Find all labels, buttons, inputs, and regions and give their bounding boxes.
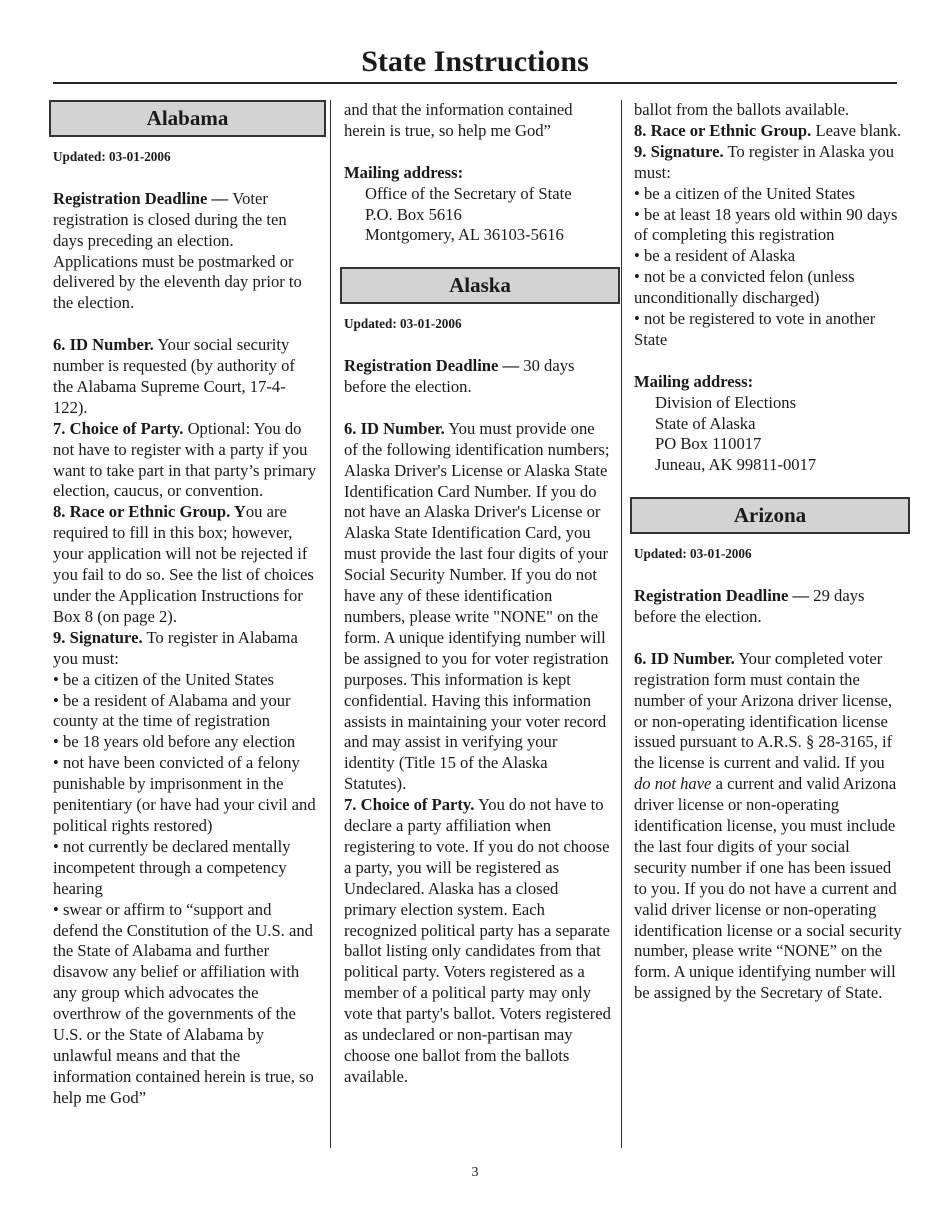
- requirement-item: • swear or affirm to “support and defend the Constitution of the U.S. and the State of Alabama and further disavow any belief or affiliation with any group which advocates the overthrow of the governments of the U.S. or the State of Alabama by unlawful means and that the information contained herein is true, so help me God”: [53, 899, 314, 1107]
- choice-of-party-section: 7. Choice of Party. Optional: You do not have to register with a party if you want to take part in that party’s primary election, caucus, or convention.: [53, 418, 317, 501]
- requirement-item: • be at least 18 years old within 90 days of completing this registration: [634, 204, 898, 245]
- registration-deadline: Registration Deadline — Voter registration is closed during the ten days preceding an election. Applications must be postmarked or delivered by the eleventh day prior to the election.: [53, 188, 302, 313]
- updated-date: Updated: 03-01-2006: [634, 546, 752, 562]
- mailing-address-line: Division of Elections: [655, 392, 797, 412]
- race-ethnic-section: 8. Race or Ethnic Group. You are required to fill in this box; however, your application will not be rejected if you fail to do so. See the list of choices under the Application Instructions for Box 8 (on page 2).: [53, 502, 314, 626]
- requirement-item: • be a citizen of the United States: [634, 183, 855, 203]
- column-3: [634, 100, 902, 1004]
- state-heading-arizona: Arizona: [630, 497, 910, 534]
- mailing-address-line: Office of the Secretary of State: [365, 183, 572, 203]
- party-continuation: ballot from the ballots available.: [634, 100, 850, 119]
- signature-section: 9. Signature. To register in Alabama you must:: [53, 627, 298, 668]
- column-divider-1: [330, 100, 331, 1148]
- requirement-item: • be a resident of Alabama and your county at the time of registration: [53, 690, 291, 731]
- mailing-address-line: P.O. Box 5616: [365, 204, 462, 224]
- updated-date: Updated: 03-01-2006: [53, 149, 171, 164]
- column-divider-2: [621, 100, 622, 1148]
- requirement-item: • not have been convicted of a felony punishable by imprisonment in the penitentiary (or have had your civil and political rights restored): [53, 753, 316, 835]
- registration-deadline: Registration Deadline — 30 days before the election.: [344, 356, 575, 397]
- title-divider: [53, 82, 897, 84]
- race-ethnic-section: 8. Race or Ethnic Group. Leave blank.: [634, 120, 902, 140]
- updated-date: Updated: 03-01-2006: [344, 316, 462, 332]
- requirement-item: • not be a convicted felon (unless unconditionally discharged): [634, 267, 855, 308]
- mailing-address-label: Mailing address:: [344, 162, 464, 182]
- id-number-section: 6. ID Number. You must provide one of the following identification numbers; Alaska Driver's License or Alaska State Identification Card Number. If you do not have an Alaska Driver's License or Alaska State Identification Card, you must provide the last four digits of your Social Security Number. If you do not have any of these identification numbers, please write "NONE" on the form. A unique identifying number will be assigned to you for voter registration purposes. This information is kept confidential. Having this information assists in maintaining your voter record and may assist in verifying your identity (Title 15 of the Alaska Statutes).: [344, 418, 610, 794]
- mailing-address-line: Juneau, AK 99811-0017: [655, 455, 817, 475]
- column-2: [344, 100, 612, 1088]
- page-title: State Instructions: [361, 45, 589, 78]
- requirement-item: • not currently be declared mentally incompetent through a competency hearing: [53, 836, 291, 898]
- mailing-address-line: PO Box 110017: [655, 434, 762, 454]
- page-number: 3: [471, 1165, 479, 1180]
- id-number-section: 6. ID Number. Your social security number is requested (by authority of the Alabama Supreme Court, 17-4-122).: [53, 335, 295, 417]
- column-1: [53, 100, 318, 1107]
- mailing-address-line: Montgomery, AL 36103-5616: [365, 225, 564, 245]
- requirement-item: • be a resident of Alaska: [634, 246, 796, 266]
- state-heading-alabama: Alabama: [49, 100, 326, 137]
- id-number-section: 6. ID Number. Your completed voter registration form must contain the number of your Arizona driver license, or non-operating identification license issued pursuant to A.R.S. § 28-3165, if the license is current and valid. If you do not have a current and valid Arizona driver license or non-operating identification license, you must include the last four digits of your social security number if one has been issued to you. If you do not have a current and valid driver license or non-operating identification license or a social security number, please write “NONE” on the form. A unique identifying number will be assigned by the Secretary of State.: [634, 648, 902, 1003]
- choice-of-party-section: 7. Choice of Party. You do not have to declare a party affiliation when registering to vote. If you do not choose a party, you will be registered as Undeclared. Alaska has a closed primary election system. Each recognized political party has a separate ballot listing only candidates from that political party. Voters registered as a member of a political party may only vote that party's ballot. Voters registered as undeclared or non-partisan may choose one ballot from the ballots available.: [344, 795, 611, 1086]
- registration-deadline: Registration Deadline — 29 days before the election.: [634, 586, 865, 626]
- state-heading-alaska: Alaska: [340, 267, 620, 304]
- mailing-address-line: State of Alaska: [655, 413, 756, 433]
- oath-continuation: and that the information contained herein is true, so help me God”: [344, 100, 573, 140]
- mailing-address-label: Mailing address:: [634, 371, 754, 391]
- signature-section: 9. Signature. To register in Alaska you must:: [634, 141, 895, 182]
- requirement-item: • be a citizen of the United States: [53, 669, 274, 689]
- requirement-item: • be 18 years old before any election: [53, 732, 296, 752]
- requirement-item: • not be registered to vote in another State: [634, 309, 876, 349]
